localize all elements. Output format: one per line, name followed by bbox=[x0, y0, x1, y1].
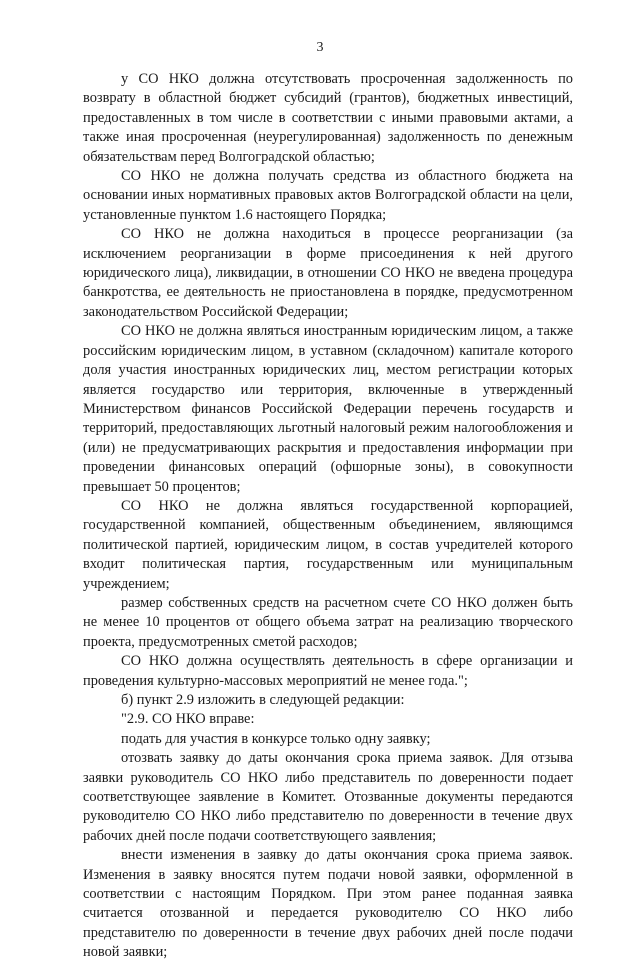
paragraph-single-application: подать для участия в конкурсе только одну заявку; bbox=[121, 730, 431, 747]
paragraph-no-reorganization: СО НКО не должна находиться в процессе реорганизации (за исключением реорганизации в форме присоединения к ней другого юридического лица), ликвидации, в отношении СО НКО не введена процедура банкротства, ее деятельность не приостановлена в порядке, предусмотренном законодательством Российской Федерации; bbox=[83, 226, 573, 320]
document-body bbox=[83, 70, 573, 963]
page-number: 3 bbox=[316, 40, 324, 55]
paragraph-activity-duration: СО НКО должна осуществлять деятельность в сфере организации и проведения культурно-массовых мероприятий не менее года."; bbox=[83, 653, 573, 689]
paragraph-2-9-heading: "2.9. СО НКО вправе: bbox=[121, 711, 255, 728]
paragraph-withdraw-application: отозвать заявку до даты окончания срока приема заявок. Для отзыва заявки руководитель СО НКО либо представитель по доверенности подает соответствующее заявление в Комитет. Отозванные документы передаются руководителю СО НКО либо представителю по доверенности в течение двух рабочих дней после подачи соответствующего заявления; bbox=[83, 750, 573, 844]
paragraph-debt-requirement: у СО НКО должна отсутствовать просроченная задолженность по возврату в областной бюджет субсидий (грантов), бюджетных инвестиций, предоставленных в том числе в соответствии с иными правовыми актами, а также иная просроченная (неурегулированная) задолженность по денежным обязательствам перед Волгоградской областью; bbox=[83, 71, 573, 165]
paragraph-amend-application: внести изменения в заявку до даты окончания срока приема заявок. Изменения в заявку вносятся путем подачи новой заявки, оформленной в соответствии с настоящим Порядком. При этом ранее поданная заявка считается отозванной и передается руководителю СО НКО либо представителю по доверенности в течение двух рабочих дней после подачи новой заявки; bbox=[83, 847, 573, 961]
paragraph-own-funds: размер собственных средств на расчетном счете СО НКО должен быть не менее 10 процентов от общего объема затрат на реализацию творческого проекта, предусмотренных сметой расходов; bbox=[83, 594, 573, 650]
paragraph-amendment-2-9: б) пункт 2.9 изложить в следующей редакции: bbox=[121, 692, 405, 708]
paragraph-not-foreign-entity: СО НКО не должна являться иностранным юридическим лицом, а также российским юридическим лицом, в уставном (складочном) капитале которого доля участия иностранных юридических лиц, местом регистрации которых является государство или территория, включенные в утвержденный Министерством финансов Российской Федерации перечень государств и территорий, предоставляющих льготный налоговый режим налогообложения и (или) не предусматривающих раскрытия и предоставления информации при проведении финансовых операций (офшорные зоны), в совокупности превышает 50 процентов; bbox=[83, 323, 573, 495]
paragraph-no-other-funding: СО НКО не должна получать средства из областного бюджета на основании иных нормативных правовых актов Волгоградской области на цели, установленные пунктом 1.6 настоящего Порядка; bbox=[83, 168, 573, 223]
paragraph-not-state-corporation: СО НКО не должна являться государственной корпорацией, государственной компанией, общественным объединением, являющимся политической партией, юридическим лицом, в состав учредителей которого входит политическая партия, государственным или муниципальным учреждением; bbox=[83, 497, 573, 592]
